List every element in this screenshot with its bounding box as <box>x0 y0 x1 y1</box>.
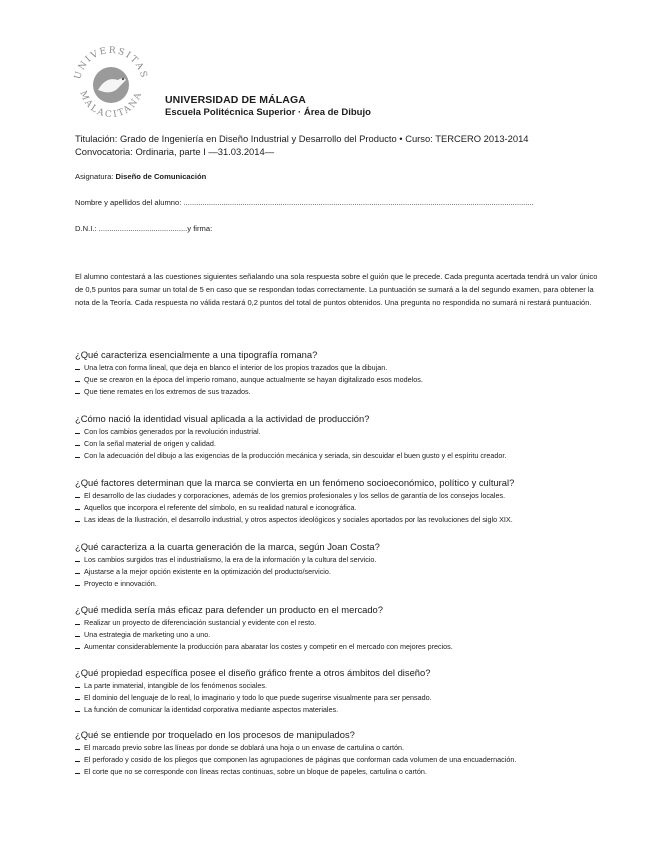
answer-option[interactable]: La parte inmaterial, intangible de los fenómenos sociales. <box>75 680 615 692</box>
answer-blank[interactable] <box>75 438 80 446</box>
question-7 <box>75 729 615 777</box>
answer-blank[interactable] <box>75 566 80 574</box>
student-name-field[interactable] <box>75 198 600 207</box>
answer-option[interactable]: El perforado y cosido de los pliegos que componen las agrupaciones de páginas que conforman cada volumen de una encuadernación. <box>75 754 615 766</box>
answer-option[interactable]: Aumentar considerablemente la producción para abaratar los costes y competir en el mercado con mejores precios. <box>75 641 615 653</box>
subject-line <box>75 172 206 181</box>
question-1 <box>75 349 615 397</box>
subject-value: Diseño de Comunicación <box>115 172 207 181</box>
answer-option[interactable]: El marcado previo sobre las líneas por donde se doblará una hoja o un envase de cartulina o cartón. <box>75 742 615 754</box>
answer-option[interactable]: Los cambios surgidos tras el industrialismo, la era de la información y la cultura del servicio. <box>75 554 615 566</box>
answer-blank[interactable] <box>75 766 80 774</box>
student-name-dots: ...................................................................................................................................................................... <box>183 198 534 207</box>
answer-option[interactable]: Una estrategia de marketing uno a uno. <box>75 629 615 641</box>
answer-blank[interactable] <box>75 514 80 522</box>
question-text: ¿Qué se entiende por troquelado en los procesos de manipulados? <box>75 729 355 740</box>
answer-option[interactable]: Una letra con forma lineal, que deja en blanco el interior de los propios trazados que la dibujan. <box>75 362 615 374</box>
answer-option[interactable]: Las ideas de la Ilustración, el desarrollo industrial, y otros aspectos ideológicos y sociales aportados por las revoluciones del siglo XIX. <box>75 514 615 526</box>
answer-blank[interactable] <box>75 426 80 434</box>
answer-option[interactable]: Con la adecuación del dibujo a las exigencias de la producción mecánica y seriada, sin descuidar el buen gusto y el espíritu creador. <box>75 450 615 462</box>
answer-blank[interactable] <box>75 680 80 688</box>
answer-blank[interactable] <box>75 386 80 394</box>
answer-blank[interactable] <box>75 617 80 625</box>
answer-blank[interactable] <box>75 502 80 510</box>
answer-option[interactable]: Que tiene remates en los extremos de sus trazados. <box>75 386 615 398</box>
university-seal-logo <box>70 40 152 122</box>
answer-blank[interactable] <box>75 362 80 370</box>
svg-text:UNIVERSITAS: UNIVERSITAS <box>73 45 149 81</box>
answer-option[interactable]: La función de comunicar la identidad corporativa mediante aspectos materiales. <box>75 704 615 716</box>
dni-label: D.N.I.: <box>75 224 97 233</box>
answer-option[interactable]: Con los cambios generados por la revolución industrial. <box>75 426 615 438</box>
answer-option[interactable]: Realizar un proyecto de diferenciación sustancial y evidente con el resto. <box>75 617 615 629</box>
answer-blank[interactable] <box>75 450 80 458</box>
student-name-label: Nombre y apellidos del alumno: <box>75 198 182 207</box>
dni-dots: .......................................... <box>98 224 188 233</box>
answer-option[interactable]: Que se crearon en la época del imperio romano, aunque actualmente se hayan digitalizado esos modelos. <box>75 374 615 386</box>
dni-signature-field[interactable] <box>75 224 212 233</box>
question-text: ¿Qué caracteriza a la cuarta generación de la marca, según Joan Costa? <box>75 541 380 552</box>
answer-blank[interactable] <box>75 554 80 562</box>
answer-option[interactable]: Con la señal material de origen y calidad. <box>75 438 615 450</box>
signature-label: y firma: <box>187 224 213 233</box>
question-text: ¿Qué medida sería más eficaz para defender un producto en el mercado? <box>75 604 383 615</box>
school-department: Escuela Politécnica Superior · Área de Dibujo <box>165 107 371 118</box>
question-3 <box>75 477 615 525</box>
question-4 <box>75 541 615 589</box>
answer-option[interactable]: Proyecto e innovación. <box>75 578 615 590</box>
exam-session-line: Convocatoria: Ordinaria, parte I —31.03.2014— <box>75 146 275 157</box>
degree-course-line: Titulación: Grado de Ingeniería en Diseño Industrial y Desarrollo del Producto • Curso: TERCERO 2013-2014 <box>75 133 529 144</box>
answer-blank[interactable] <box>75 754 80 762</box>
answer-option[interactable]: El desarrollo de las ciudades y corporaciones, además de los gremios profesionales y los sellos de garantía de los consejos locales. <box>75 490 615 502</box>
svg-text:MALACITANA: MALACITANA <box>77 89 145 121</box>
question-5 <box>75 604 615 652</box>
question-6 <box>75 667 615 715</box>
question-2 <box>75 413 615 461</box>
answer-blank[interactable] <box>75 641 80 649</box>
answer-blank[interactable] <box>75 692 80 700</box>
answer-blank[interactable] <box>75 704 80 712</box>
answer-option[interactable]: Ajustarse a la mejor opción existente en la optimización del producto/servicio. <box>75 566 615 578</box>
subject-label: Asignatura: <box>75 172 114 181</box>
answer-blank[interactable] <box>75 578 80 586</box>
answer-option[interactable]: El corte que no se corresponde con líneas rectas continuas, sobre un bloque de papeles, cartulina o cartón. <box>75 766 615 778</box>
answer-blank[interactable] <box>75 742 80 750</box>
exam-instructions: El alumno contestará a las cuestiones siguientes señalando una sola respuesta sobre el guión que le precede. Cada pregunta acertada tendrá un valor único de 0,5 puntos para sumar un total de 5 en caso que se respondan todas correctamente. La puntuación se sumará a la del segundo examen, para obtener la nota de la Teoría. Cada respuesta no válida restará 0,2 puntos del total de puntos obtenidos. Una pregunta no respondida no sumará ni restará puntuación. <box>75 272 598 307</box>
question-text: ¿Qué caracteriza esencialmente a una tipografía romana? <box>75 349 318 360</box>
answer-blank[interactable] <box>75 490 80 498</box>
answer-option[interactable]: Aquellos que incorpora el referente del símbolo, en su realidad natural e iconográfica. <box>75 502 615 514</box>
answer-blank[interactable] <box>75 374 80 382</box>
question-text: ¿Qué propiedad específica posee el diseño gráfico frente a otros ámbitos del diseño? <box>75 667 431 678</box>
answer-option[interactable]: El dominio del lenguaje de lo real, lo imaginario y todo lo que puede sugerirse visualmente para ser pensado. <box>75 692 615 704</box>
answer-blank[interactable] <box>75 629 80 637</box>
question-text: ¿Cómo nació la identidad visual aplicada a la actividad de producción? <box>75 413 370 424</box>
university-name: UNIVERSIDAD DE MÁLAGA <box>165 94 306 106</box>
question-text: ¿Qué factores determinan que la marca se convierta en un fenómeno socioeconómico, político y cultural? <box>75 477 515 488</box>
